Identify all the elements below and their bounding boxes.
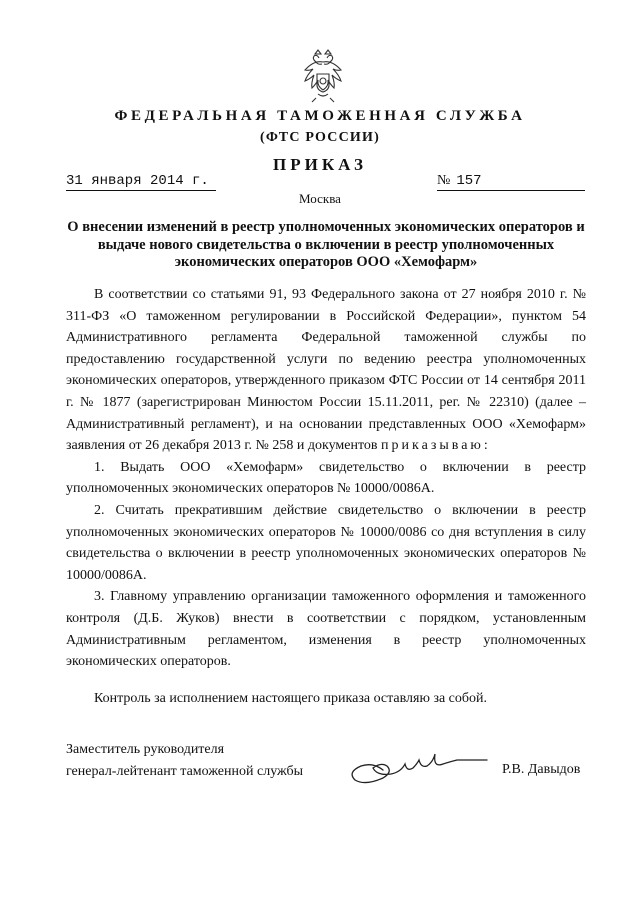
coat-of-arms-icon [300, 48, 346, 104]
order-item-3: 3. Главному управлению организации таможенного оформления и таможенного контроля (Д.Б. Жуков) внести в соответствии с порядком, установленным Административным регламентом, изменения в реестр уполномоченных экономических операторов. [66, 589, 586, 670]
agency-name: ФЕДЕРАЛЬНАЯ ТАМОЖЕННАЯ СЛУЖБА [114, 108, 526, 124]
city: Москва [299, 191, 341, 206]
order-item-1: 1. Выдать ООО «Хемофарм» свидетельство о включении в реестр уполномоченных экономических операторов № 10000/0086А. [66, 459, 586, 497]
handwritten-signature [345, 748, 495, 790]
order-word: приказываю: [381, 438, 491, 454]
order-number [437, 173, 585, 191]
order-subject: О внесении изменений в реестр уполномоченных экономических операторов и выдаче нового свидетельства о включении в реестр уполномоченных экономических операторов ООО «Хемофарм» [67, 219, 585, 270]
signatory-title-line-1: Заместитель руководителя [66, 742, 225, 757]
agency-abbreviation: (ФТС РОССИИ) [260, 130, 380, 145]
signatory-name: Р.В. Давыдов [502, 762, 581, 777]
order-body [66, 284, 586, 673]
signatory-title [66, 739, 303, 783]
number-label: № [437, 173, 451, 188]
order-item-2: 2. Считать прекратившим действие свидетельство о включении в реестр уполномоченных экономических операторов № 10000/0086 со дня вступления в силу свидетельства о включении в реестр уполномоченных экономических операторов № 10000/0086А. [66, 502, 586, 583]
preamble-paragraph [66, 284, 586, 457]
control-statement: Контроль за исполнением настоящего приказа оставляю за собой. [94, 691, 488, 706]
number-value: 157 [456, 173, 482, 189]
signatory-title-line-2: генерал-лейтенант таможенной службы [66, 764, 304, 779]
order-date: 31 января 2014 г. [66, 173, 216, 191]
document-type: ПРИКАЗ [273, 155, 367, 174]
preamble-text: В соответствии со статьями 91, 93 Федерального закона от 27 ноября 2010 г. № 311-ФЗ «О таможенном регулировании в Российской Федерации», пунктом 54 Административного регламента Федеральной таможенной службы по предоставлению государственной услуги по ведению реестра уполномоченных экономических операторов, утвержденного приказом ФТС России от 14 сентября 2011 г. № 1877 (зарегистрирован Минюстом России 15.11.2011, рег. № 22310) (далее – Административный регламент), и на основании представленных ООО «Хемофарм» заявления от 26 декабря 2013 г. № 258 и документов [66, 287, 586, 454]
